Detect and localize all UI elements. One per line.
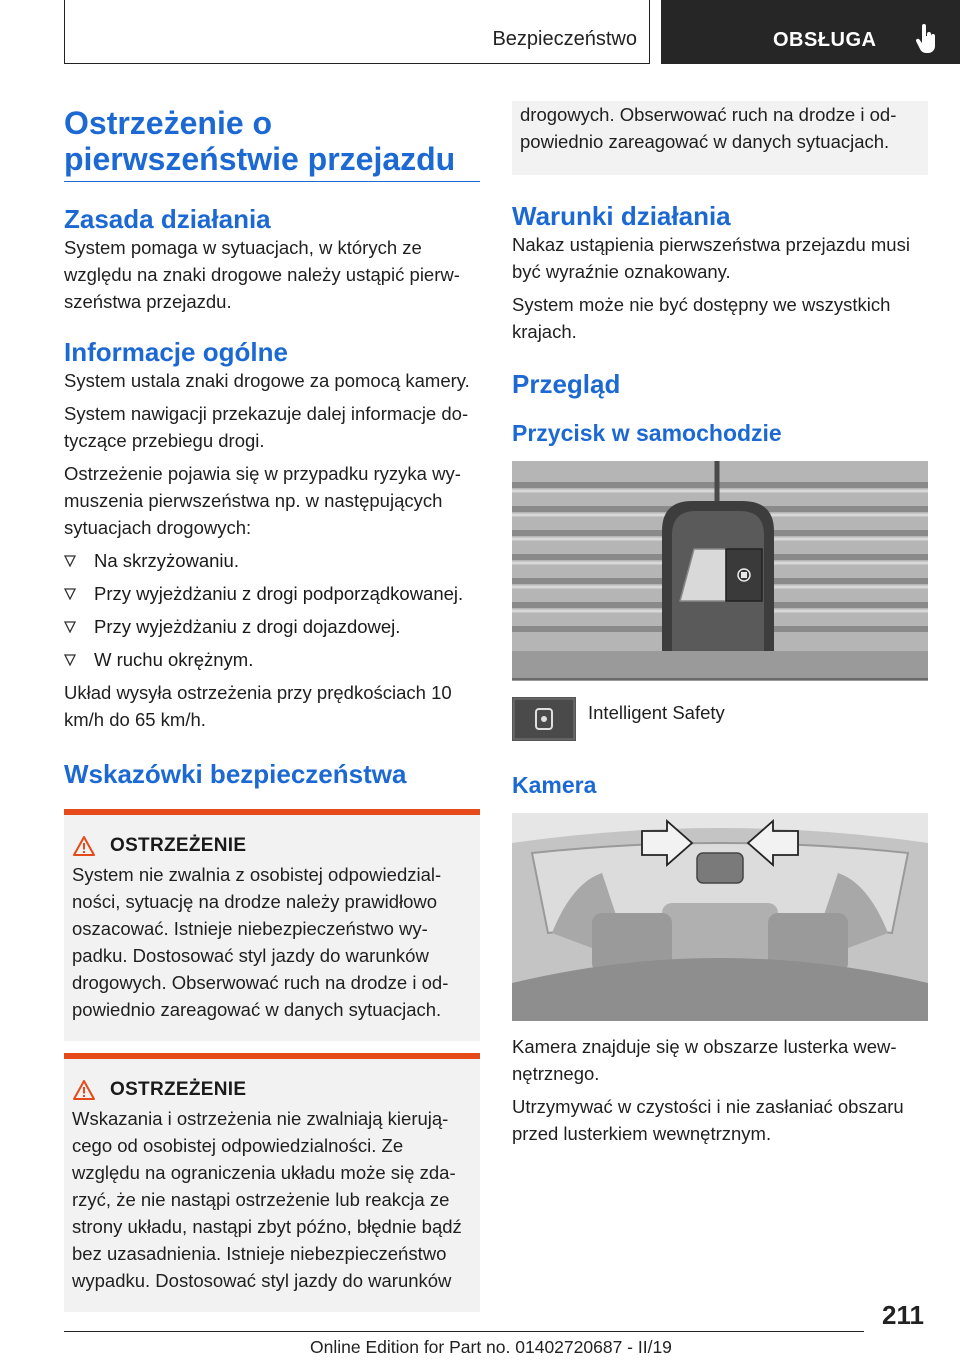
warning-box-1 — [64, 809, 480, 1041]
list-item — [64, 547, 480, 574]
warning-triangle-icon — [72, 835, 96, 857]
heading-warunki: Warunki działania — [512, 201, 731, 231]
header-chapter-label: OBSŁUGA — [773, 29, 877, 51]
list-item-text: Na skrzyżowaniu. — [94, 550, 239, 571]
warning-text-continued: drogowych. Obserwować ruch na drodze i odpowiednio zareagować w danych sytuacjach. — [520, 104, 897, 152]
hand-pointer-icon — [915, 24, 939, 54]
warning-box-2 — [64, 1053, 480, 1312]
page-number: 211 — [882, 1300, 924, 1330]
intelligent-safety-button-icon — [512, 697, 576, 741]
header-section-label: Bezpieczeństwo — [492, 28, 637, 50]
warning-box-2-continued — [512, 101, 928, 175]
triangle-bullet-icon — [64, 555, 76, 567]
list-item-text: Przy wyjeżdżaniu z drogi dojazdowej. — [94, 616, 401, 637]
camera-photo — [512, 813, 928, 1021]
situation-list — [64, 547, 480, 673]
triangle-bullet-icon — [64, 588, 76, 600]
triangle-bullet-icon — [64, 621, 76, 633]
info-p4: Układ wysyła ostrzeżenia przy prędkościach 10 km/h do 65 km/h. — [64, 682, 452, 730]
list-item — [64, 613, 480, 640]
header-section-tab — [64, 0, 650, 64]
kamera-p1: Kamera znajduje się w obszarze lusterka wewnętrznego. — [512, 1036, 897, 1084]
page-title: Ostrzeżenie o pierwszeństwie przejazdu — [64, 105, 456, 177]
warning-triangle-icon — [72, 1079, 96, 1101]
button-legend — [512, 697, 928, 741]
list-item — [64, 646, 480, 673]
info-p2: System nawigacji przekazuje dalej informacje dotyczące przebiegu drogi. — [64, 403, 469, 451]
list-item-text: W ruchu okrężnym. — [94, 649, 254, 670]
warning-title: OSTRZEŻENIE — [110, 835, 247, 856]
info-p1: System ustala znaki drogowe za pomocą kamery. — [64, 370, 470, 391]
heading-safety: Wskazówki bezpieczeństwa — [64, 759, 407, 789]
warning-title: OSTRZEŻENIE — [110, 1079, 247, 1100]
header-chapter-tab — [661, 0, 960, 64]
heading-zasada: Zasada działania — [64, 204, 271, 234]
heading-przeglad: Przegląd — [512, 369, 621, 399]
warning-text: System nie zwalnia z osobistej odpowiedzialności, sytuację na drodze należy prawidłowo oszacować. Istnieje niebezpieczeństwo wypadku. Dostosować styl jazdy do warunków drogowych. Obserwować ruch na drodze i odpowiednio zareagować w danych sytuacjach. — [72, 864, 449, 1020]
list-item-text: Przy wyjeżdżaniu z drogi podporządkowanej. — [94, 583, 464, 604]
kamera-p2: Utrzymywać w czystości i nie zasłaniać obszaru przed lusterkiem wewnętrznym. — [512, 1096, 904, 1144]
button-panel-photo — [512, 461, 928, 681]
left-column — [64, 100, 480, 1312]
warunki-p2: System może nie być dostępny we wszystkich krajach. — [512, 294, 891, 342]
footer-rule — [64, 1331, 864, 1332]
warning-text: Wskazania i ostrzeżenia nie zwalniają kierującego od osobistej odpowiedzialności. Ze względu na ograniczenia układu może się zdarzyć, że nie nastąpi ostrzeżenie lub reakcja ze strony układu, nastąpi zbyt późno, błędnie bądź bez uzasadnienia. Istnieje niebezpieczeństwo wypadku. Dostosować styl jazdy do warunków — [72, 1108, 462, 1291]
title-rule — [64, 181, 480, 182]
heading-przycisk: Przycisk w samochodzie — [512, 420, 782, 446]
zasada-text: System pomaga w sytuacjach, w których ze względu na znaki drogowe należy ustąpić pierwszeństwa przejazdu. — [64, 237, 460, 312]
right-column — [512, 103, 928, 1147]
footer-edition: Online Edition for Part no. 01402720687 - II/19 — [310, 1337, 672, 1357]
list-item — [64, 580, 480, 607]
button-legend-label: Intelligent Safety — [588, 702, 725, 723]
heading-info: Informacje ogólne — [64, 337, 288, 367]
triangle-bullet-icon — [64, 654, 76, 666]
warunki-p1: Nakaz ustąpienia pierwszeństwa przejazdu musi być wyraźnie oznakowany. — [512, 234, 910, 282]
info-p3: Ostrzeżenie pojawia się w przypadku ryzyka wymuszenia pierwszeństwa np. w następujących sytuacjach drogowych: — [64, 463, 461, 538]
heading-kamera: Kamera — [512, 772, 597, 798]
